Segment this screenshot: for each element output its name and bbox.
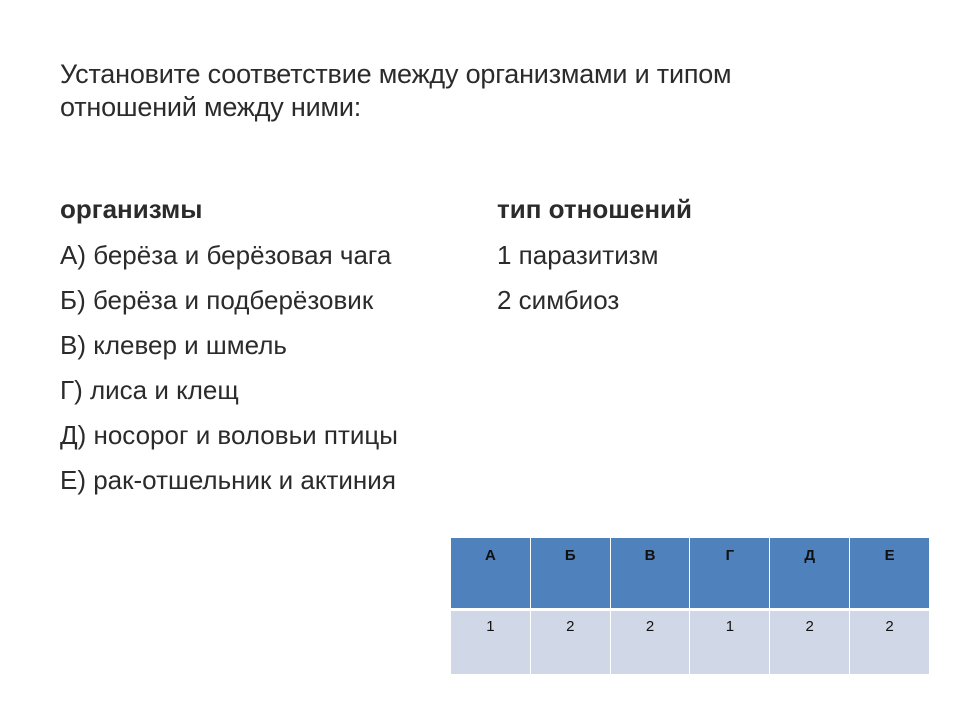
slide-title-line-2: отношений между ними: [60,92,362,122]
organism-item-v: В) клевер и шмель [60,330,287,360]
answer-header-e: Е [850,538,930,610]
organism-item-a: А) берёза и берёзовая чага [60,240,392,270]
answer-table-header-row [451,538,930,610]
slide-title-line-1: Установите соответствие между организмами и типом [60,59,732,89]
organism-item-d: Д) носорог и воловьи птицы [60,420,398,450]
organisms-header: организмы [60,194,203,224]
slide-title [60,58,900,124]
answer-header-d: Д [770,538,850,610]
organism-item-b: Б) берёза и подберёзовик [60,285,374,315]
answer-header-g: Г [690,538,770,610]
organisms-list [60,233,398,503]
answer-header-a: А [451,538,531,610]
answer-value-a: 1 [451,610,531,675]
answer-value-e: 2 [850,610,930,675]
answer-value-b: 2 [530,610,610,675]
organism-item-g: Г) лиса и клещ [60,375,239,405]
answer-header-b: Б [530,538,610,610]
relation-item-symbiosis: 2 симбиоз [497,285,620,315]
answer-table [450,538,930,674]
relations-header: тип отношений [497,194,692,224]
relation-item-parasitism: 1 паразитизм [497,240,659,270]
answer-header-v: В [610,538,690,610]
answer-value-g: 1 [690,610,770,675]
relations-list [497,233,659,323]
answer-table-values-row [451,610,930,675]
organism-item-e: Е) рак-отшельник и актиния [60,465,396,495]
answer-value-d: 2 [770,610,850,675]
answer-value-v: 2 [610,610,690,675]
